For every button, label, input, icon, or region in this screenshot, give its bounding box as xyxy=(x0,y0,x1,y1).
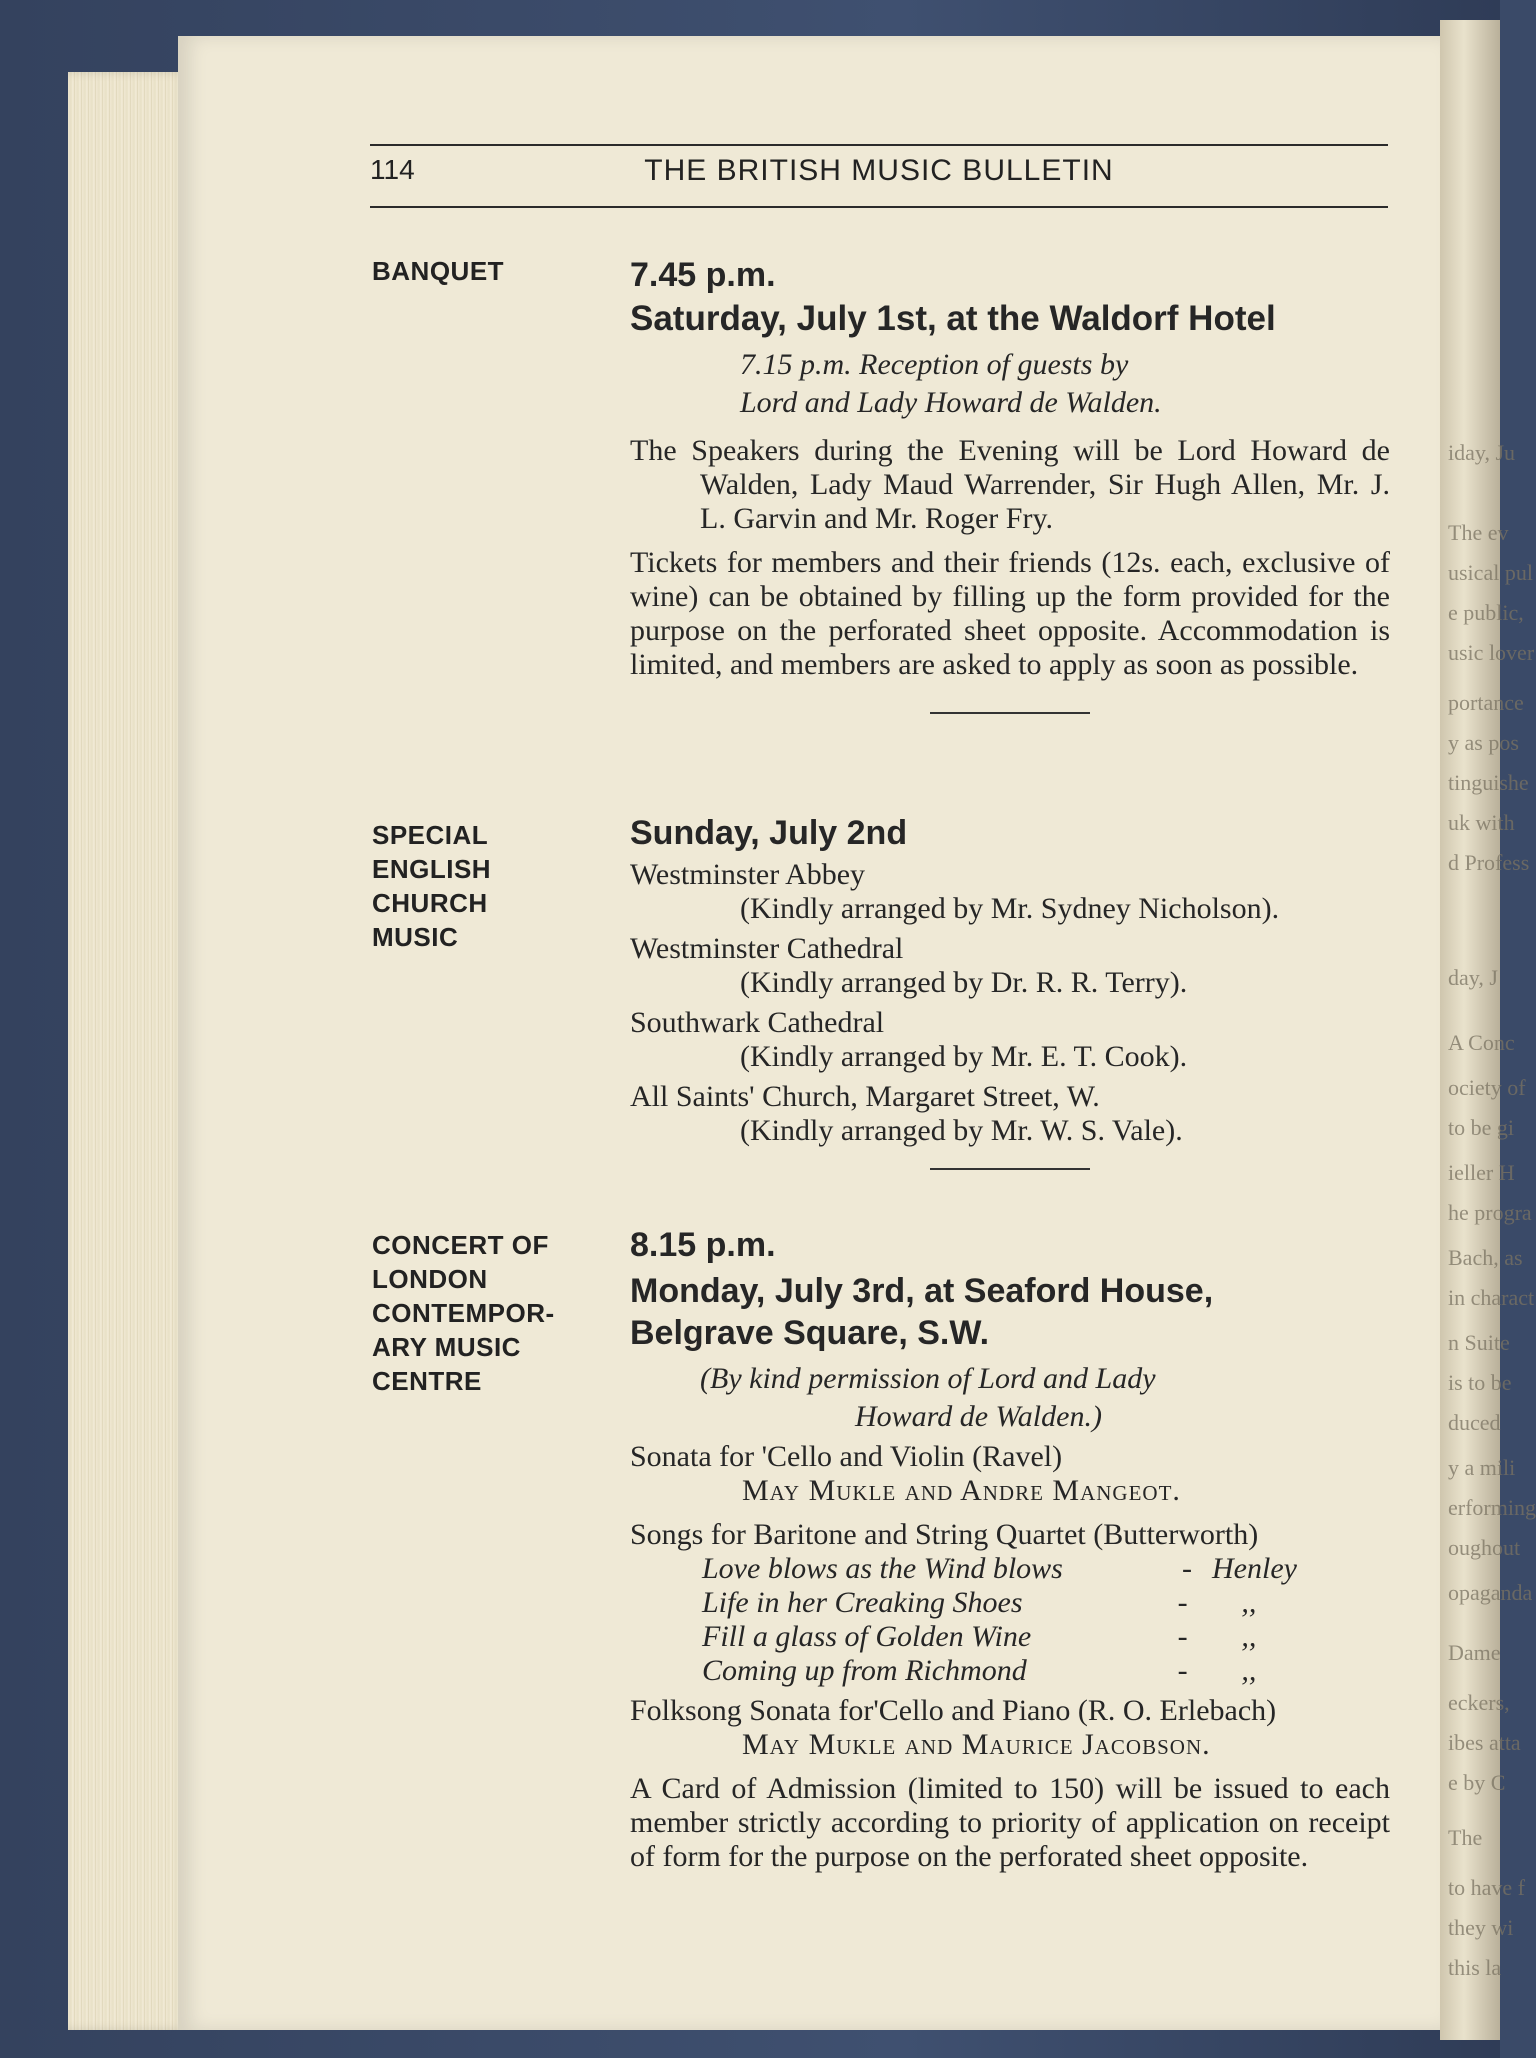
church-note: (Kindly arranged by Mr. Sydney Nicholson). xyxy=(740,892,1280,925)
bleed-fragment: d Profess xyxy=(1448,850,1530,875)
concert-admission: A Card of Admission (limited to 150) will be issued to each member strictly according to priority of application on receipt of form for the purpose on the perforated sheet opposite. xyxy=(630,1772,1390,1873)
bleed-fragment: this la xyxy=(1448,1955,1502,1980)
side-label-church xyxy=(372,818,491,954)
bleed-fragment: to have f xyxy=(1448,1875,1525,1900)
bleed-fragment: in charact xyxy=(1448,1285,1535,1310)
page-number: 114 xyxy=(370,154,415,185)
song-row xyxy=(630,1654,1390,1688)
church-place: Westminster Cathedral xyxy=(630,932,904,965)
bleed-fragment: A Conc xyxy=(1448,1030,1515,1055)
bleed-fragment: day, J xyxy=(1448,965,1498,990)
side-label-concert xyxy=(372,1228,555,1398)
song-row xyxy=(630,1552,1390,1586)
bleed-fragment: oughout xyxy=(1448,1535,1521,1560)
church-place: All Saints' Church, Margaret Street, W. xyxy=(630,1080,1100,1113)
side-label-line: SPECIAL xyxy=(372,820,489,850)
header-bottom-rule xyxy=(370,206,1388,208)
song-title: Life in her Creaking Shoes xyxy=(702,1586,1023,1619)
bleed-fragment: eckers, xyxy=(1448,1690,1510,1715)
bleed-fragment: tinguishe xyxy=(1448,770,1529,795)
side-label-line: ARY MUSIC xyxy=(372,1332,521,1362)
concert-sonata: Sonata for 'Cello and Violin (Ravel) xyxy=(630,1440,1063,1473)
concert-sonata-performers: May Mukle and Andre Mangeot. xyxy=(742,1474,1181,1507)
side-label-banquet: BANQUET xyxy=(372,256,505,286)
song-title: Fill a glass of Golden Wine xyxy=(702,1620,1032,1653)
concert-heading-line-1: Monday, July 3rd, at Seaford House, xyxy=(630,1272,1214,1310)
song-title: Coming up from Richmond xyxy=(702,1654,1027,1687)
bleed-fragment: usic lover xyxy=(1448,640,1535,665)
side-label-line: CENTRE xyxy=(372,1366,482,1396)
church-note: (Kindly arranged by Mr. W. S. Vale). xyxy=(740,1114,1183,1147)
banquet-reception-line-2: Lord and Lady Howard de Walden. xyxy=(740,386,1162,419)
bleed-fragment: he progra xyxy=(1448,1200,1532,1225)
concert-permission-line-1: (By kind permission of Lord and Lady xyxy=(700,1362,1156,1395)
song-dash: - xyxy=(1182,1552,1192,1585)
church-heading: Sunday, July 2nd xyxy=(630,814,908,852)
church-note: (Kindly arranged by Dr. R. R. Terry). xyxy=(740,966,1188,999)
song-credit: ,, xyxy=(1241,1654,1257,1687)
running-title: THE BRITISH MUSIC BULLETIN xyxy=(644,154,1114,187)
songs-list xyxy=(630,1552,1390,1688)
page-edges xyxy=(68,72,188,2030)
side-label-line: ENGLISH xyxy=(372,854,492,884)
song-dash: - xyxy=(1177,1586,1188,1619)
song-title: Love blows as the Wind blows xyxy=(702,1552,1063,1585)
bleed-fragment: usical pul xyxy=(1448,560,1533,585)
bleed-fragment: they wi xyxy=(1448,1915,1514,1940)
banquet-reception-line-1: 7.15 p.m. Reception of guests by xyxy=(740,348,1129,381)
side-label-line: CONTEMPOR- xyxy=(372,1298,555,1328)
section-divider xyxy=(930,1168,1090,1170)
bleed-fragment: ieller H xyxy=(1448,1160,1515,1185)
church-place: Southwark Cathedral xyxy=(630,1006,885,1039)
song-row xyxy=(630,1586,1390,1620)
bleed-fragment: ociety of xyxy=(1448,1075,1526,1100)
bleed-fragment: erforming xyxy=(1448,1495,1536,1520)
side-label-line: CHURCH xyxy=(372,888,488,918)
song-dash: - xyxy=(1177,1620,1188,1653)
section-divider xyxy=(930,712,1090,714)
bleed-fragment: The ev xyxy=(1448,520,1509,545)
banquet-speakers: The Speakers during the Evening will be Lord Howard de Walden, Lady Maud Warrender, Sir Hugh Allen, Mr. J. L. Garvin and Mr. Roger Fry. xyxy=(630,434,1390,535)
bleed-fragment: iday, Ju xyxy=(1448,440,1516,465)
church-list xyxy=(630,858,1390,1148)
bleed-fragment: portance xyxy=(1448,690,1524,715)
song-row xyxy=(630,1620,1390,1654)
bleed-fragment: y a mili xyxy=(1448,1455,1516,1480)
bleed-fragment: uk with xyxy=(1448,810,1515,835)
concert-folksong: Folksong Sonata for'Cello and Piano (R. O. Erlebach) xyxy=(630,1694,1277,1727)
bleed-fragment: e public, xyxy=(1448,600,1524,625)
song-dash: - xyxy=(1177,1654,1188,1687)
concert-songs-title: Songs for Baritone and String Quartet (Butterworth) xyxy=(630,1518,1259,1551)
bleed-fragment: e by C xyxy=(1448,1770,1506,1795)
bleed-fragment: opaganda xyxy=(1448,1580,1533,1605)
church-note: (Kindly arranged by Mr. E. T. Cook). xyxy=(740,1040,1188,1073)
bleed-fragment: Bach, as xyxy=(1448,1245,1523,1270)
church-place: Westminster Abbey xyxy=(630,858,866,891)
bleed-fragment: ibes atta xyxy=(1448,1730,1521,1755)
concert-heading-line-2: Belgrave Square, S.W. xyxy=(630,1314,990,1352)
banquet-tickets: Tickets for members and their friends (12s. each, exclusive of wine) can be obtained by filling up the form provided for the purpose on the perforated sheet opposite. Accommodation is limited, and members are asked to apply as soon as possible. xyxy=(630,546,1390,681)
song-credit: ,, xyxy=(1241,1586,1257,1619)
header-top-rule xyxy=(370,144,1388,146)
side-label-line: CONCERT OF xyxy=(372,1230,549,1260)
song-credit: Henley xyxy=(1212,1552,1297,1585)
banquet-heading: Saturday, July 1st, at the Waldorf Hotel xyxy=(630,299,1276,338)
bleed-fragment: n Suite xyxy=(1448,1330,1510,1355)
concert-time: 8.15 p.m. xyxy=(630,1226,776,1264)
banquet-time: 7.45 p.m. xyxy=(630,256,776,294)
song-credit: ,, xyxy=(1241,1620,1257,1653)
side-label-line: LONDON xyxy=(372,1264,488,1294)
concert-section xyxy=(630,1224,1390,1874)
running-header xyxy=(370,154,1388,194)
banquet-section xyxy=(630,254,1390,714)
bleed-fragment: Dame xyxy=(1448,1640,1501,1665)
bleed-fragment: y as pos xyxy=(1448,730,1519,755)
concert-folksong-performers: May Mukle and Maurice Jacobson. xyxy=(742,1728,1211,1761)
side-label-line: MUSIC xyxy=(372,922,459,952)
bleed-fragment: is to be xyxy=(1448,1370,1512,1395)
bleed-fragment: to be gi xyxy=(1448,1115,1514,1140)
church-section xyxy=(630,812,1390,1170)
bleed-fragment: The xyxy=(1448,1825,1483,1850)
concert-permission-line-2: Howard de Walden.) xyxy=(855,1400,1102,1433)
bleed-fragment: duced xyxy=(1448,1410,1501,1435)
